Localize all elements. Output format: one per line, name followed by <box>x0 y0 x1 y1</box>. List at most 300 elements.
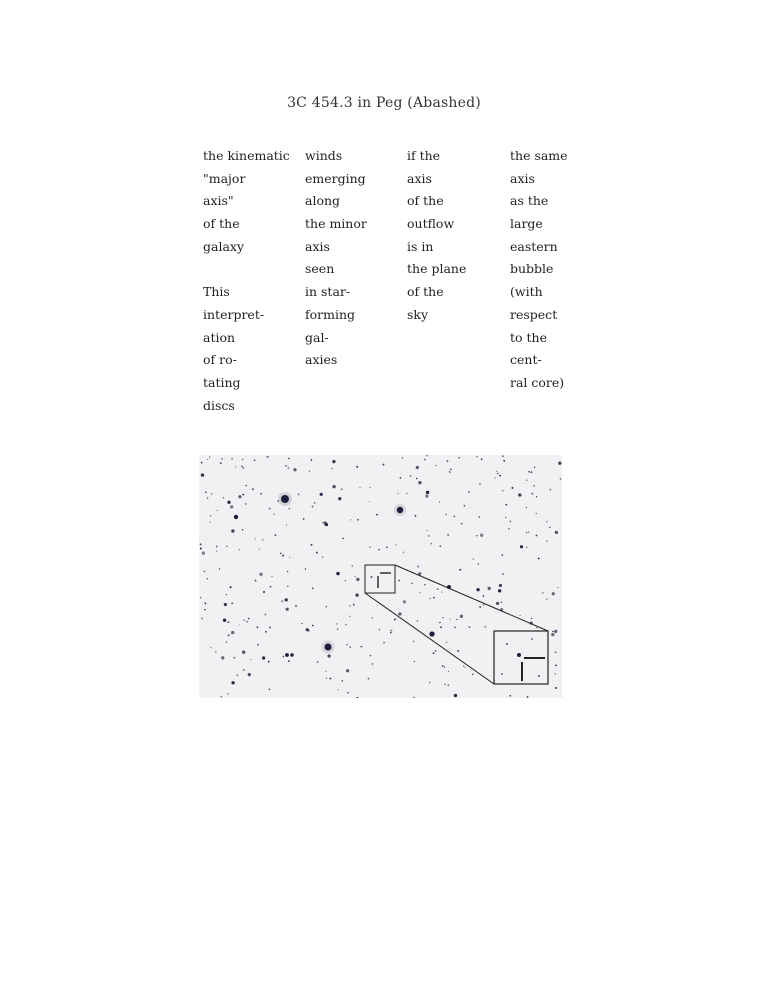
column-line: the kinematic <box>203 148 290 163</box>
star <box>411 583 413 585</box>
column-line: along <box>305 193 341 209</box>
star <box>204 571 206 573</box>
star <box>383 642 384 643</box>
star <box>228 635 229 636</box>
star <box>263 591 265 593</box>
star <box>238 495 241 498</box>
star <box>200 597 201 598</box>
star <box>502 455 504 457</box>
star <box>435 650 437 652</box>
star <box>360 646 361 647</box>
star <box>200 543 202 545</box>
star <box>262 656 265 659</box>
column-line: forming <box>305 306 356 322</box>
star <box>499 584 502 587</box>
star <box>426 455 427 456</box>
star <box>325 523 328 526</box>
star <box>551 633 554 636</box>
bright-star-halo <box>278 492 292 506</box>
star <box>209 457 210 458</box>
star <box>450 469 452 471</box>
star <box>480 534 483 537</box>
star <box>448 684 449 685</box>
star <box>259 549 260 550</box>
column-line: if the <box>407 148 441 163</box>
star <box>322 557 323 558</box>
star <box>449 471 451 473</box>
text-column-3 <box>407 145 507 327</box>
star <box>301 623 302 624</box>
column-line: the minor <box>305 216 367 232</box>
star <box>446 460 448 462</box>
star <box>293 468 296 471</box>
star <box>288 660 290 662</box>
star <box>219 568 220 569</box>
star <box>456 619 457 620</box>
bright-star-halo <box>322 641 335 654</box>
column-line: of the <box>203 216 240 232</box>
star <box>479 606 481 608</box>
star <box>454 694 457 697</box>
star <box>499 475 501 477</box>
star <box>425 494 428 497</box>
star <box>287 571 288 572</box>
star <box>243 669 244 670</box>
star <box>546 540 547 541</box>
star <box>555 531 558 534</box>
star <box>220 462 222 464</box>
star <box>332 485 335 488</box>
star <box>453 516 455 518</box>
star <box>369 487 370 488</box>
star <box>245 485 246 486</box>
star <box>336 623 337 624</box>
star <box>224 603 227 606</box>
star <box>349 616 350 617</box>
page-title: 3C 454.3 in Peg (Abashed) <box>287 95 481 111</box>
text-column-2 <box>305 145 405 372</box>
star <box>349 646 351 648</box>
star <box>552 592 555 595</box>
star <box>424 459 426 461</box>
star <box>320 493 323 496</box>
star <box>311 544 313 546</box>
column-line: axies <box>305 352 338 368</box>
star <box>282 600 284 602</box>
star <box>233 657 235 659</box>
star <box>463 665 464 666</box>
star <box>250 659 251 660</box>
star <box>520 545 523 548</box>
star <box>231 631 234 634</box>
star <box>483 604 484 605</box>
star <box>216 510 217 511</box>
star <box>248 618 250 620</box>
star <box>221 656 224 659</box>
column-line <box>203 258 303 281</box>
star <box>257 644 259 646</box>
star <box>355 576 356 577</box>
star <box>229 634 230 635</box>
star <box>257 626 259 628</box>
star <box>376 514 378 516</box>
star <box>312 506 314 508</box>
star <box>356 466 358 468</box>
column-line: gal- <box>305 329 329 345</box>
column-line: "major <box>203 170 246 186</box>
star <box>271 575 273 577</box>
star <box>236 675 238 677</box>
star <box>347 692 349 694</box>
star <box>227 621 229 623</box>
star <box>305 568 306 569</box>
star <box>223 619 226 622</box>
star <box>424 584 425 585</box>
star <box>413 697 415 698</box>
star <box>502 573 504 575</box>
star <box>461 523 463 525</box>
star <box>264 614 266 616</box>
star <box>457 650 459 652</box>
star <box>227 501 230 504</box>
star <box>555 651 557 653</box>
star <box>283 656 284 657</box>
star <box>382 464 384 466</box>
star <box>273 514 274 515</box>
star <box>552 631 554 633</box>
star <box>420 592 421 593</box>
star <box>433 652 435 654</box>
star <box>437 588 439 590</box>
star <box>472 673 474 675</box>
star <box>345 580 346 581</box>
star <box>502 554 504 556</box>
star <box>431 543 432 544</box>
star <box>526 507 527 508</box>
star <box>255 581 256 582</box>
star <box>241 466 243 468</box>
star <box>356 578 359 581</box>
column-line: in star- <box>305 284 351 300</box>
star <box>231 458 232 459</box>
star <box>560 478 562 480</box>
star <box>317 661 319 663</box>
star <box>406 493 407 494</box>
star <box>440 545 442 547</box>
star <box>221 458 222 459</box>
star <box>275 534 277 536</box>
inset-source-box <box>365 565 395 593</box>
column-line: outflow <box>407 216 455 232</box>
column-line: ation <box>203 329 236 345</box>
star <box>414 661 415 662</box>
star <box>378 549 380 551</box>
star <box>289 557 290 558</box>
star <box>496 471 497 472</box>
star <box>398 612 401 615</box>
star <box>538 558 540 560</box>
star <box>262 539 264 541</box>
star <box>246 621 247 622</box>
star <box>398 493 399 494</box>
star <box>267 456 269 458</box>
column-line: eastern <box>510 238 558 254</box>
star <box>429 598 430 599</box>
star <box>534 467 536 469</box>
star <box>497 473 499 475</box>
star <box>546 599 547 600</box>
zoom-star <box>531 638 533 640</box>
star <box>356 697 358 698</box>
star <box>473 558 475 560</box>
star <box>201 473 204 476</box>
star <box>269 627 271 629</box>
column-line: axis <box>305 238 330 254</box>
star <box>476 456 478 458</box>
star <box>531 493 533 495</box>
star <box>253 489 254 490</box>
star <box>235 466 236 467</box>
column-line: interpret- <box>203 306 265 322</box>
star <box>403 600 406 603</box>
star <box>369 501 370 502</box>
star <box>230 505 233 508</box>
star <box>526 479 528 481</box>
star <box>342 680 344 682</box>
star <box>445 514 447 516</box>
star <box>496 602 499 605</box>
star <box>395 544 396 545</box>
star <box>242 494 244 496</box>
star <box>207 578 209 580</box>
star <box>322 522 323 523</box>
star <box>390 632 392 634</box>
star <box>371 617 373 619</box>
star <box>546 521 548 523</box>
star <box>536 513 537 514</box>
star <box>295 605 297 607</box>
star <box>228 693 229 694</box>
star <box>386 546 388 548</box>
star <box>526 547 527 548</box>
star <box>390 630 392 632</box>
star <box>231 529 234 532</box>
star <box>201 462 203 464</box>
star <box>536 535 538 537</box>
star-field-svg <box>199 455 562 698</box>
star <box>342 538 344 540</box>
star <box>441 592 442 593</box>
star <box>309 470 310 471</box>
star <box>287 586 288 587</box>
column-line: respect <box>510 306 558 322</box>
star <box>413 641 414 642</box>
star <box>549 527 550 528</box>
star <box>501 602 502 603</box>
star <box>285 598 288 601</box>
bright-star-halo <box>394 504 406 516</box>
star <box>511 487 513 489</box>
star <box>345 624 346 625</box>
column-line: winds <box>305 148 343 163</box>
star <box>215 651 217 653</box>
star <box>351 565 353 567</box>
star <box>459 569 461 571</box>
star <box>536 496 537 497</box>
star <box>555 687 557 689</box>
column-line: as the <box>510 193 549 209</box>
star <box>414 515 416 517</box>
zoom-star <box>501 673 503 675</box>
zoom-star <box>538 675 540 677</box>
star <box>410 475 412 477</box>
star <box>248 673 251 676</box>
star <box>231 602 233 604</box>
star <box>418 481 421 484</box>
star <box>325 671 326 672</box>
text-column-4 <box>510 145 610 395</box>
star <box>481 458 483 460</box>
star <box>476 535 477 536</box>
star <box>488 587 491 590</box>
star <box>509 521 511 523</box>
star <box>314 502 316 504</box>
star <box>268 688 270 690</box>
star <box>311 459 313 461</box>
star <box>450 619 451 620</box>
star <box>200 548 202 550</box>
star <box>285 465 287 467</box>
star <box>528 531 530 533</box>
column-line: axis <box>407 170 432 186</box>
column-line: cent- <box>510 352 542 368</box>
star <box>211 493 213 495</box>
bright-star <box>290 653 293 656</box>
star <box>371 576 373 578</box>
column-line: (with <box>510 284 543 300</box>
star <box>242 459 243 460</box>
star <box>329 678 331 680</box>
star <box>207 459 208 460</box>
star <box>458 457 459 458</box>
star <box>280 553 282 555</box>
star <box>468 491 470 493</box>
star <box>259 573 262 576</box>
star <box>460 615 463 618</box>
star <box>337 689 338 690</box>
column-line: ral core) <box>510 374 565 390</box>
star <box>528 471 530 473</box>
star <box>223 497 224 498</box>
star <box>221 696 223 698</box>
star <box>316 552 318 554</box>
star <box>394 618 396 620</box>
star <box>464 505 466 507</box>
zoom-target-star <box>517 653 521 657</box>
star <box>260 493 262 495</box>
star <box>508 528 510 530</box>
star <box>440 626 442 628</box>
star <box>350 519 351 520</box>
star <box>245 503 246 504</box>
star <box>505 517 506 518</box>
column-line: emerging <box>305 170 366 186</box>
star <box>505 504 507 506</box>
text-columns <box>203 145 583 420</box>
bright-star <box>234 515 238 519</box>
column-line: the plane <box>407 261 467 277</box>
bright-star <box>285 653 289 657</box>
star <box>226 545 228 547</box>
column-line: of ro- <box>203 352 237 368</box>
star <box>444 684 445 685</box>
star <box>346 644 347 645</box>
star <box>503 460 505 462</box>
column-line: of the <box>407 193 444 209</box>
star <box>494 477 495 478</box>
star <box>243 619 245 621</box>
bright-star <box>429 631 434 636</box>
star <box>303 518 305 520</box>
star <box>465 667 466 668</box>
column-line: of the <box>407 284 444 300</box>
star <box>476 588 479 591</box>
star <box>286 524 287 525</box>
star <box>417 566 419 568</box>
star <box>429 682 431 684</box>
star <box>483 595 485 597</box>
star-field-image <box>199 455 562 698</box>
star <box>509 695 511 697</box>
star <box>526 532 527 533</box>
star <box>242 651 245 654</box>
star <box>398 580 400 582</box>
star <box>211 647 212 648</box>
inset-magnifier <box>365 565 548 684</box>
star <box>369 546 371 548</box>
star <box>403 551 405 553</box>
star <box>527 696 529 698</box>
star <box>226 594 227 595</box>
column-line: This <box>203 284 230 300</box>
star <box>359 487 360 488</box>
star <box>426 491 429 494</box>
star <box>210 515 211 516</box>
star <box>446 642 447 643</box>
star <box>207 497 209 499</box>
star <box>417 620 418 621</box>
star <box>402 457 403 458</box>
star <box>357 519 359 521</box>
star <box>478 516 480 518</box>
star <box>454 627 456 629</box>
column-line: the same <box>510 148 568 163</box>
star <box>372 663 374 665</box>
star <box>416 478 417 479</box>
star <box>368 678 369 679</box>
star <box>286 608 289 611</box>
star <box>448 671 449 672</box>
star <box>242 467 244 469</box>
connector-line <box>365 593 494 684</box>
star <box>498 589 501 592</box>
star <box>536 627 538 629</box>
star <box>447 534 449 536</box>
star <box>479 484 480 485</box>
star <box>331 468 333 470</box>
star <box>216 551 217 552</box>
star <box>533 485 535 487</box>
